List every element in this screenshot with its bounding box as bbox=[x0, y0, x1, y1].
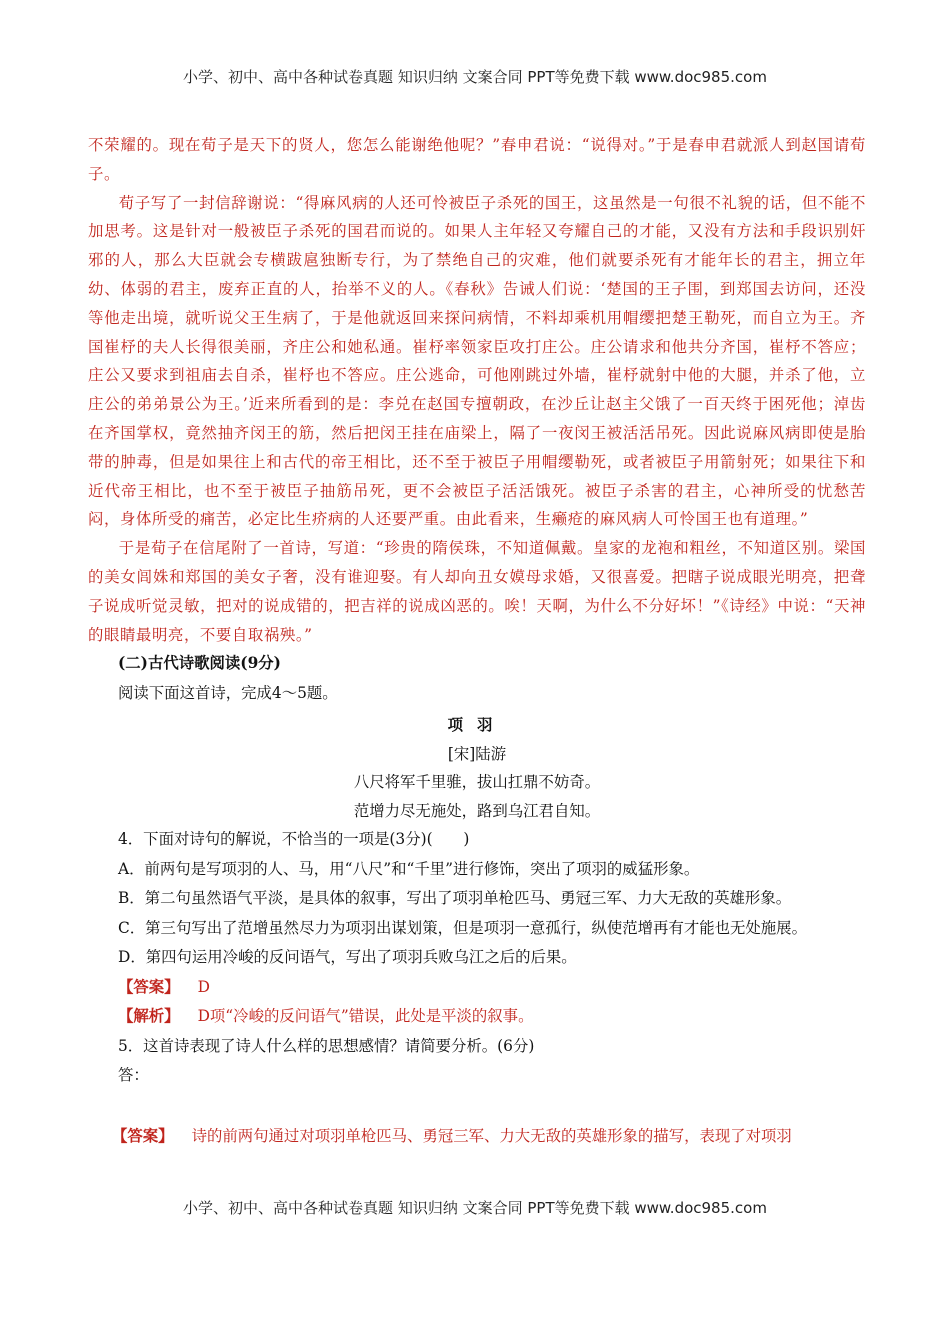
section-heading: (二)古代诗歌阅读(9分) bbox=[118, 654, 281, 673]
question-4-analysis bbox=[118, 1002, 866, 1032]
answer-label: 【答案】 bbox=[118, 977, 180, 996]
page-header: 小学、初中、高中各种试卷真题 知识归纳 文案合同 PPT等免费下载 www.doc985.com bbox=[183, 68, 767, 86]
translation-paragraph-1: 不荣耀的。现在荀子是天下的贤人，您怎么能谢绝他呢？”春申君说：“说得对。”于是春申君就派人到赵国请荀子。 bbox=[88, 136, 866, 183]
question-5-answer bbox=[112, 1122, 866, 1152]
translation-paragraph-3: 于是荀子在信尾附了一首诗，写道：“珍贵的隋侯珠，不知道佩戴。皇家的龙袍和粗丝，不知道区别。梁国的美女闾姝和郑国的美女子奢，没有谁迎娶。有人却向丑女嫫母求婚，又很喜爱。把瞎子说成眼光明亮，把聋子说成听觉灵敏，把对的说成错的，把吉祥的说成凶恶的。唉！天啊，为什么不分好坏！”《诗经》中说：“天神的眼睛最明亮，不要自取祸殃。” bbox=[88, 539, 866, 644]
question-4-answer bbox=[118, 973, 866, 1003]
answer-text-5: 诗的前两句通过对项羽单枪匹马、勇冠三军、力大无敌的英雄形象的描写，表现了对项羽 bbox=[191, 1126, 792, 1145]
answer-label-5: 【答案】 bbox=[112, 1126, 174, 1145]
question-4-stem: 4．下面对诗句的解说，不恰当的一项是(3分)( ) bbox=[118, 830, 470, 849]
question-4-option-b: B．第二句虽然语气平淡，是具体的叙事，写出了项羽单枪匹马、勇冠三军、力大无敌的英雄形象。 bbox=[118, 889, 792, 908]
section-instruction: 阅读下面这首诗，完成4～5题。 bbox=[118, 683, 338, 702]
poem-title: 项羽 bbox=[447, 716, 507, 735]
analysis-text: D项“冷峻的反问语气”错误，此处是平淡的叙事。 bbox=[197, 1007, 534, 1026]
page-footer: 小学、初中、高中各种试卷真题 知识归纳 文案合同 PPT等免费下载 www.doc985.com bbox=[183, 1199, 767, 1217]
analysis-label: 【解析】 bbox=[118, 1007, 180, 1026]
question-4-option-d: D．第四句运用冷峻的反问语气，写出了项羽兵败乌江之后的后果。 bbox=[118, 948, 577, 967]
poem-line-2: 范增力尽无施处，路到乌江君自知。 bbox=[353, 801, 601, 820]
poem-line-1: 八尺将军千里骓，拔山扛鼎不妨奇。 bbox=[353, 773, 601, 792]
question-5-stem: 5．这首诗表现了诗人什么样的思想感情？请简要分析。(6分) bbox=[118, 1036, 535, 1055]
question-4-option-c: C．第三句写出了范增虽然尽力为项羽出谋划策，但是项羽一意孤行，纵使范增再有才能也无处施展。 bbox=[118, 918, 807, 937]
question-5-answer-prompt: 答： bbox=[118, 1066, 149, 1085]
poem-author: [宋]陆游 bbox=[447, 744, 507, 763]
question-4-option-a: A．前两句是写项羽的人、马，用“八尺”和“千里”进行修饰，突出了项羽的威猛形象。 bbox=[118, 859, 700, 878]
answer-value: D bbox=[197, 977, 210, 996]
translation-paragraph-2: 荀子写了一封信辞谢说：“得麻风病的人还可怜被臣子杀死的国王，这虽然是一句很不礼貌的话，但不能不加思考。这是针对一般被臣子杀死的国君而说的。如果人主年轻又夸耀自己的才能，又没有方法和手段识别奸邪的人，那么大臣就会专横跋扈独断专行，为了禁绝自己的灾难，他们就要杀死有才能年长的君主，拥立年幼、体弱的君主，废弃正直的人，抬举不义的人。《春秋》告诫人们说：‘楚国的王子围，到郑国去访问，还没等他走出境，就听说父王生病了，于是他就返回来探问病情，不料却乘机用帽缨把楚王勒死，而自立为王。齐国崔杼的夫人长得很美丽，齐庄公和她私通。崔杼率领家臣攻打庄公。庄公请求和他共分齐国，崔杼不答应；庄公又要求到祖庙去自杀，崔杼也不答应。庄公逃命，可他刚跳过外墙，崔杼就射中他的大腿，并杀了他，立庄公的弟弟景公为王。’近来所看到的是：李兑在赵国专擅朝政，在沙丘让赵主父饿了一百天终于困死他；淖齿在齐国掌权，竟然抽齐闵王的筋，然后把闵王挂在庙梁上，隔了一夜闵王被活活吊死。因此说麻风病即使是胎带的肿毒，但是如果往上和古代的帝王相比，还不至于被臣子用帽缨勒死，或者被臣子用箭射死；如果往下和近代帝王相比，也不至于被臣子抽筋吊死，更不会被臣子活活饿死。被臣子杀害的君主，心神所受的忧愁苦闷，身体所受的痛苦，必定比生疥病的人还要严重。由此看来，生癞疮的麻风病人可怜国王也有道理。” bbox=[88, 193, 866, 529]
document-body bbox=[88, 131, 866, 1151]
